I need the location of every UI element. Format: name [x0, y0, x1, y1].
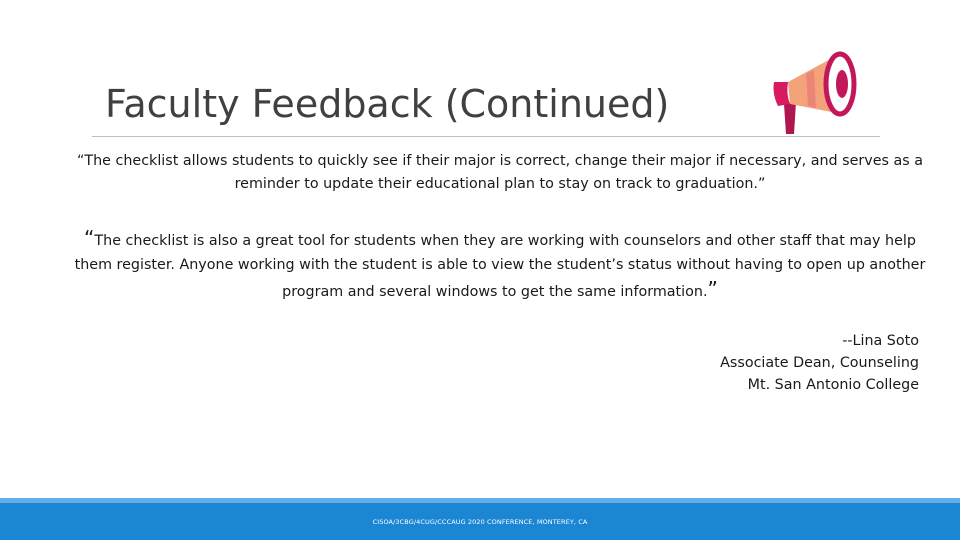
attribution-role: Associate Dean, Counseling — [720, 355, 919, 371]
megaphone-icon — [766, 42, 866, 138]
quote-2-text: The checklist is also a great tool for students when they are working with counselors and other staff that may help them register. Anyone working with the student is able to view the student’s status without having to open up another program and several windows to get the same information. — [74, 233, 926, 300]
title-divider — [92, 136, 880, 137]
footer-top-stripe — [0, 498, 960, 503]
quote-1: “The checklist allows students to quickly see if their major is correct, change their major if necessary, and serves as a reminder to update their educational plan to stay on track to graduation.” — [76, 153, 924, 192]
footer-text: CISOA/3CBG/4CUG/CCCAUG 2020 CONFERENCE, MONTEREY, CA — [372, 518, 588, 526]
attribution-org: Mt. San Antonio College — [747, 377, 919, 393]
attribution — [720, 330, 919, 396]
quote-2-open-mark: “ — [84, 226, 95, 250]
footer-bar — [0, 498, 960, 540]
slide-title: Faculty Feedback (Continued) — [105, 82, 670, 126]
quote-2 — [70, 226, 930, 304]
quote-2-close-mark: ” — [707, 277, 718, 301]
attribution-name: --Lina Soto — [842, 333, 919, 349]
